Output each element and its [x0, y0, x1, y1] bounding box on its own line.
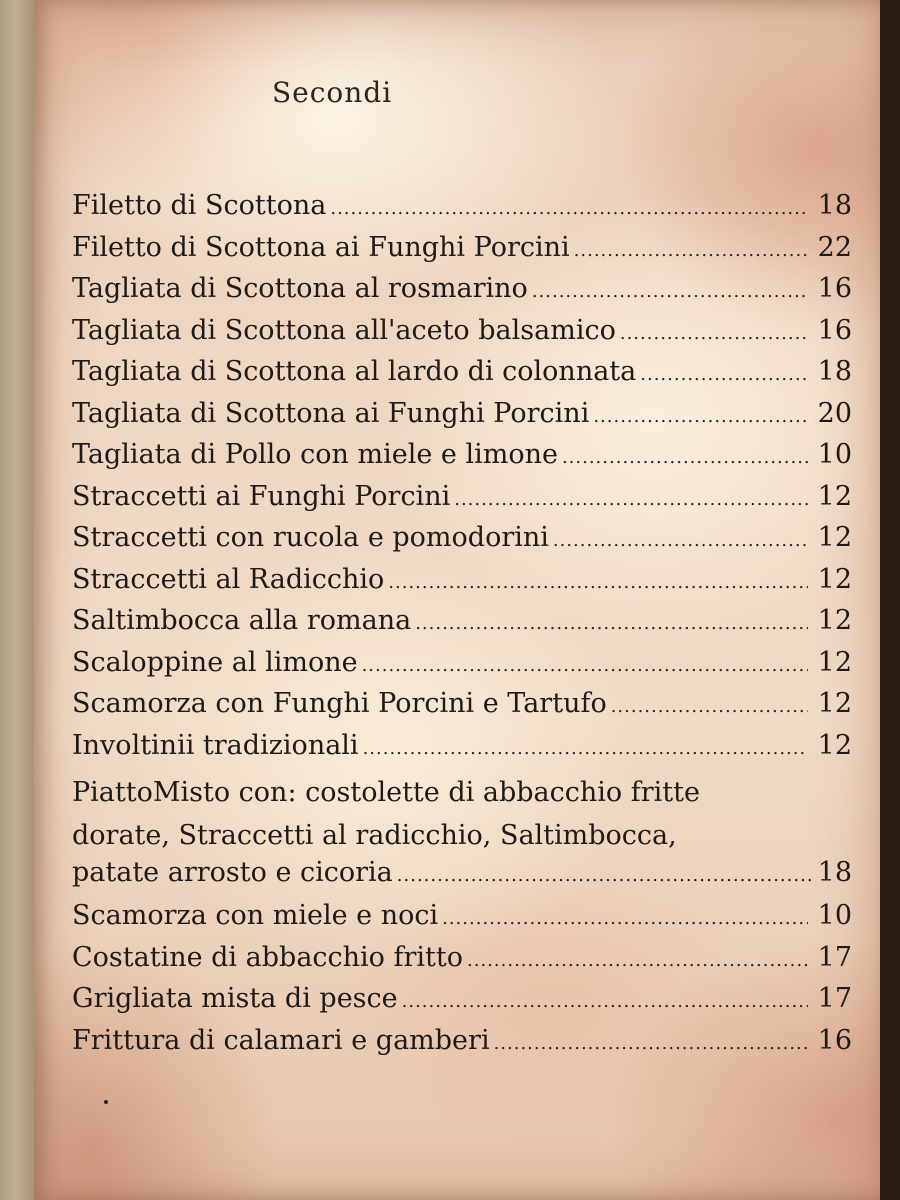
dot-leader — [397, 865, 814, 886]
menu-item — [72, 190, 852, 232]
dot-leader — [620, 323, 808, 344]
item-price: 12 — [817, 522, 852, 553]
menu-item — [72, 522, 852, 564]
menu-item — [72, 942, 852, 984]
item-name: Tagliata di Scottona al rosmarino — [72, 273, 528, 304]
menu-item — [72, 439, 852, 481]
ink-dot — [104, 1100, 108, 1104]
dot-leader — [388, 572, 808, 593]
item-name: Straccetti con rucola e pomodorini — [72, 522, 549, 553]
menu-item — [72, 647, 852, 689]
item-name: Tagliata di Pollo con miele e limone — [72, 439, 558, 470]
item-name: Tagliata di Scottona all'aceto balsamico — [72, 314, 616, 346]
item-price: 22 — [817, 231, 852, 263]
item-name: Scamorza con Funghi Porcini e Tartufo — [72, 688, 607, 719]
item-price: 12 — [817, 646, 852, 678]
dot-leader — [562, 447, 808, 468]
item-price: 10 — [817, 439, 852, 470]
menu-list — [72, 190, 852, 1066]
item-price: 12 — [817, 563, 852, 595]
item-name: Involtinii tradizionali — [72, 729, 359, 761]
item-price: 18 — [817, 857, 852, 888]
dot-leader — [611, 696, 808, 717]
menu-item — [72, 273, 852, 315]
piatto-misto-line: PiattoMisto con: costolette di abbacchio fritte — [72, 777, 700, 808]
menu-item — [72, 398, 852, 440]
piatto-misto-line: patate arrosto e cicoria — [72, 857, 393, 888]
dot-leader — [330, 198, 808, 219]
piatto-misto-item — [72, 771, 852, 900]
dot-leader — [640, 364, 808, 385]
item-price: 12 — [817, 605, 852, 636]
menu-item — [72, 900, 852, 942]
dot-leader — [553, 530, 808, 551]
menu-item — [72, 356, 852, 398]
menu-item — [72, 688, 852, 730]
item-price: 12 — [817, 480, 852, 512]
item-price: 16 — [817, 273, 852, 304]
dot-leader — [494, 1033, 808, 1054]
item-price: 12 — [817, 688, 852, 719]
dot-leader — [363, 738, 808, 759]
dot-leader — [362, 655, 808, 676]
dot-leader — [532, 281, 808, 302]
item-name: Saltimbocca alla romana — [72, 605, 412, 636]
item-price: 17 — [817, 983, 852, 1014]
item-name: Straccetti ai Funghi Porcini — [72, 480, 451, 512]
item-price: 17 — [817, 941, 852, 973]
dot-leader — [593, 406, 808, 427]
menu-item — [72, 315, 852, 357]
book-spine — [0, 0, 38, 1200]
item-price: 12 — [817, 729, 852, 761]
section-title: Secondi — [272, 76, 393, 109]
menu-item — [72, 1025, 852, 1067]
dot-leader — [454, 489, 808, 510]
menu-item — [72, 730, 852, 772]
item-price: 18 — [817, 190, 852, 221]
dot-leader — [402, 991, 808, 1012]
item-name: Straccetti al Radicchio — [72, 563, 385, 595]
menu-page — [34, 0, 880, 1200]
dot-leader — [415, 613, 808, 634]
piatto-misto-line: dorate, Straccetti al radicchio, Saltimbocca, — [72, 820, 677, 851]
menu-item — [72, 564, 852, 606]
menu-item — [72, 232, 852, 274]
item-price: 18 — [817, 356, 852, 387]
item-name: Costatine di abbacchio fritto — [72, 941, 464, 973]
item-name: Filetto di Scottona — [72, 190, 327, 221]
menu-item — [72, 605, 852, 647]
item-name: Scamorza con miele e noci — [72, 900, 439, 931]
item-price: 16 — [817, 314, 852, 346]
item-name: Tagliata di Scottona ai Funghi Porcini — [72, 397, 590, 429]
item-name: Frittura di calamari e gamberi — [72, 1024, 490, 1056]
item-name: Grigliata mista di pesce — [72, 983, 398, 1014]
menu-item — [72, 983, 852, 1025]
dot-leader — [574, 240, 808, 261]
item-price: 16 — [817, 1024, 852, 1056]
item-name: Scaloppine al limone — [72, 646, 358, 678]
dot-leader — [442, 908, 808, 929]
item-name: Filetto di Scottona ai Funghi Porcini — [72, 231, 570, 263]
item-name: Tagliata di Scottona al lardo di colonnata — [72, 356, 637, 387]
item-price: 20 — [817, 397, 852, 429]
item-price: 10 — [817, 900, 852, 931]
menu-item — [72, 481, 852, 523]
dot-leader — [467, 950, 808, 971]
